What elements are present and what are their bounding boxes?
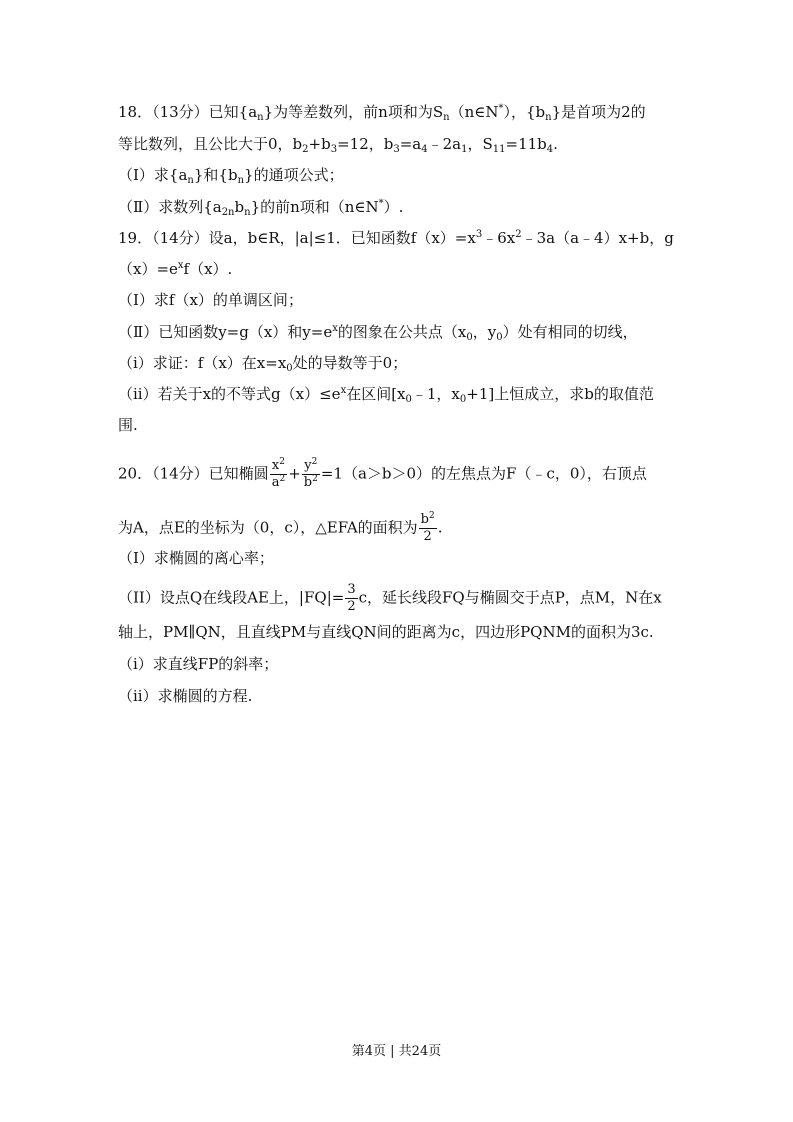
q20-part1: （I）求椭圆的离心率；: [118, 549, 274, 567]
q20-sub-i: （i）求直线FP的斜率；: [118, 655, 279, 673]
q18-part1: （Ⅰ）求$\{a_n\}$和$\{b_n\}$的通项公式；: [118, 166, 344, 186]
q18-line2: 等比数列，且公比大于0，$b_2+b_3=12$，$b_3=a_4﹣2a_1$，$S_{11}=11b_4$.: [118, 135, 558, 155]
q20-sub-ii: （ii）求椭圆的方程.: [118, 687, 253, 705]
q18-line1: 18．（13分）已知$\{a_n\}$为等差数列，前n项和为$S_n(n\in N^*)$，$\{b_n\}$是首项为2的: [118, 103, 646, 123]
q19-part2: （Ⅱ）已知函数y=g（x）和$y=e^x$的图象在公共点（$x_0$，$y_0$）处有相同的切线，: [118, 323, 638, 343]
q19-line2: $(x)=e^xf(x)$.: [118, 260, 233, 278]
q19-sub-i: （i）求证：f（x）在$x=x_0$处的导数等于0；: [118, 354, 408, 374]
q19-part1: （Ⅰ）求f（x）的单调区间；: [118, 291, 303, 309]
fraction-y2-b2: $\frac{y^2}{b^2}$: [303, 457, 318, 490]
fraction-3-2: $\frac{3}{2}$: [347, 582, 356, 614]
q20-part2: （II）设点Q在线段AE上，|FQ|= $\frac{3}{2}$ c，延长线段FQ与椭圆交于点P，点M，N在x: [118, 582, 662, 614]
q20-line2: 为A，点E的坐标为（0，c），△EFA的面积为 $\frac{b^2}{2}$ .: [118, 511, 443, 544]
fraction-x2-a2: $\frac{x^2}{a^2}$: [271, 457, 286, 490]
q20-line1: 20．（14分）已知椭圆 $\frac{x^2}{a^2}$ + $\frac{y^2}{b^2}$ =1（a＞b＞0）的左焦点为F（﹣c，0），右顶点: [118, 457, 647, 490]
fraction-b2-2: $\frac{b^2}{2}$: [420, 511, 435, 544]
q19-line1: 19．（14分）设a，b∈R，|a|≤1．已知函数$f(x)=x^3﹣6x^2﹣3a(a﹣4)x+b$，g: [118, 229, 674, 247]
q20-part2-cont: 轴上，PM∥QN，且直线PM与直线QN间的距离为c，四边形PQNM的面积为3c.: [118, 623, 654, 641]
q19-sub-ii-cont: 围.: [118, 416, 138, 434]
q18-part2: （Ⅱ）求数列$\{a_{2n}b_n\}$的前n项和（n∈N*）.: [118, 198, 404, 218]
page-footer: 第4页 | 共24页: [351, 1044, 442, 1059]
q19-sub-ii: （ii）若关于x的不等式$g(x)\le e^x$在区间[$x_0﹣1$，$x_0+1$]上恒成立，求b的取值范: [118, 385, 654, 405]
